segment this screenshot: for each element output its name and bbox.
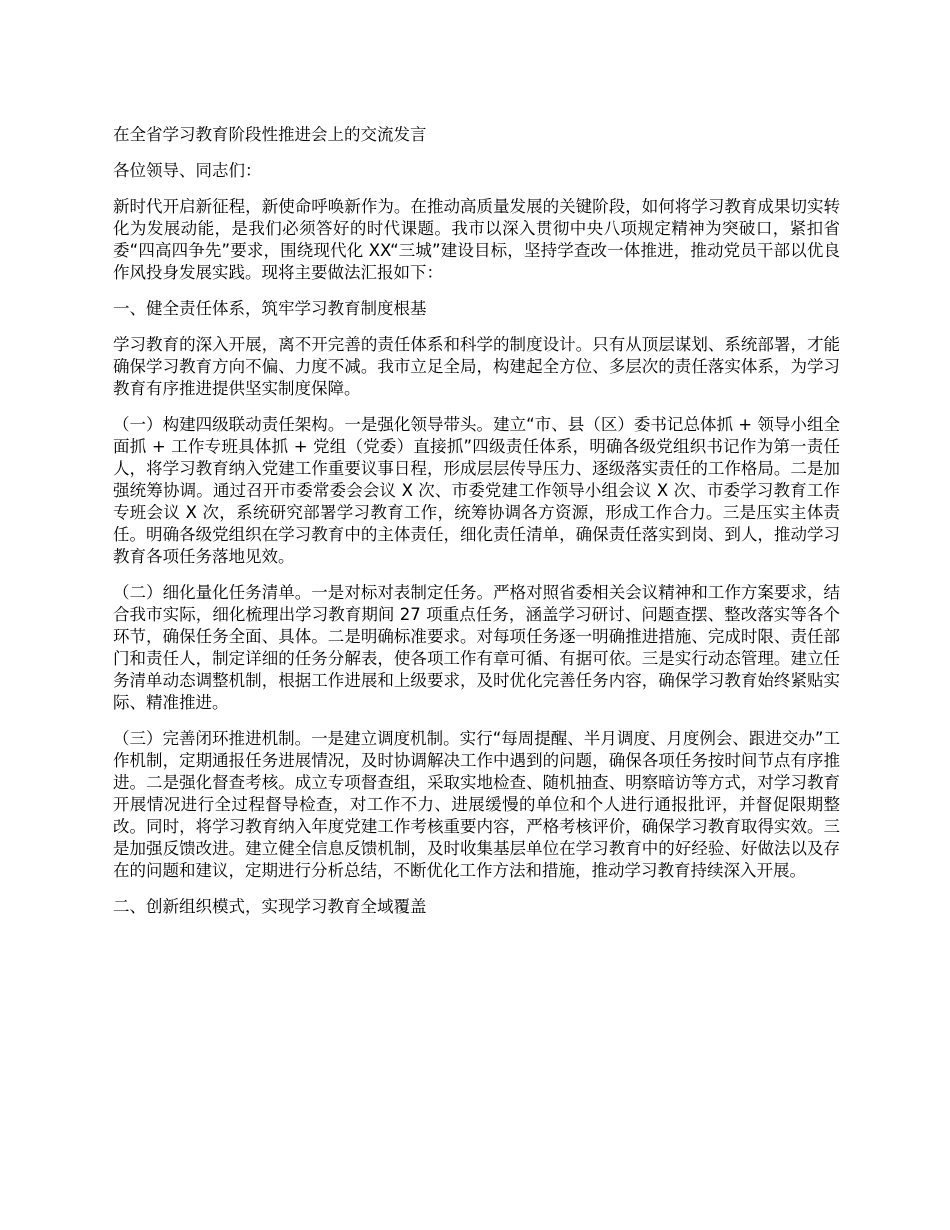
paragraph-subsection-3: （三）完善闭环推进机制。一是建立调度机制。实行“每周提醒、半月调度、月度例会、跟进交办”工作机制，定期通报任务进展情况，及时协调解决工作中遇到的问题，确保各项任务按时间节点有序推进。二是强化督查考核。成立专项督查组，采取实地检查、随机抽查、明察暗访等方式，对学习教育开展情况进行全过程督导检查，对工作不力、进展缓慢的单位和个人进行通报批评，并督促限期整改。同时，将学习教育纳入年度党建工作考核重要内容，严格考核评价，确保学习教育取得实效。三是加强反馈改进。建立健全信息反馈机制，及时收集基层单位在学习教育中的好经验、好做法以及存在的问题和建议，定期进行分析总结，不断优化工作方法和措施，推动学习教育持续深入开展。 (113, 729, 840, 880)
paragraph-section-1-intro: 学习教育的深入开展，离不开完善的责任体系和科学的制度设计。只有从顶层谋划、系统部署，才能确保学习教育方向不偏、力度不减。我市立足全局，构建起全方位、多层次的责任落实体系，为学习教育有序推进提供坚实制度保障。 (113, 335, 840, 398)
paragraph-subsection-2: （二）细化量化任务清单。一是对标对表制定任务。严格对照省委相关会议精神和工作方案要求，结合我市实际，细化梳理出学习教育期间 27 项重点任务，涵盖学习研讨、问题查摆、整改落实等各个环节，确保任务全面、具体。二是明确标准要求。对每项任务逐一明确推进措施、完成时限、责任部门和责任人，制定详细的任务分解表，使各项工作有章可循、有据可依。三是实行动态管理。建立任务清单动态调整机制，根据工作进展和上级要求，及时优化完善任务内容，确保学习教育始终紧贴实际、精准推进。 (113, 583, 840, 712)
document-body (113, 124, 840, 932)
paragraph-subsection-1: （一）构建四级联动责任架构。一是强化领导带头。建立“市、县（区）委书记总体抓 + 领导小组全面抓 + 工作专班具体抓 + 党组（党委）直接抓”四级责任体系，明确各级党组织书记作为第一责任人，将学习教育纳入党建工作重要议事日程，形成层层传导压力、逐级落实责任的工作格局。二是加强统筹协调。通过召开市委常委会会议 X 次、市委党建工作领导小组会议 X 次、市委学习教育工作专班会议 X 次，系统研究部署学习教育工作，统筹协调各方资源，形成工作合力。三是压实主体责任。明确各级党组织在学习教育中的主体责任，细化责任清单，确保责任落实到岗、到人，推动学习教育各项任务落地见效。 (113, 415, 840, 566)
greeting: 各位领导、同志们： (113, 161, 262, 180)
document-title: 在全省学习教育阶段性推进会上的交流发言 (113, 125, 427, 144)
section-heading-1: 一、健全责任体系，筑牢学习教育制度根基 (113, 299, 427, 318)
section-heading-2: 二、创新组织模式，实现学习教育全域覆盖 (113, 897, 427, 916)
paragraph-intro: 新时代开启新征程，新使命呼唤新作为。在推动高质量发展的关键阶段，如何将学习教育成果切实转化为发展动能，是我们必须答好的时代课题。我市以深入贯彻中央八项规定精神为突破口，紧扣省委“四高四争先”要求，围绕现代化 XX“三城”建设目标，坚持学查改一体推进，推动党员干部以优良作风投身发展实践。现将主要做法汇报如下： (113, 197, 840, 282)
